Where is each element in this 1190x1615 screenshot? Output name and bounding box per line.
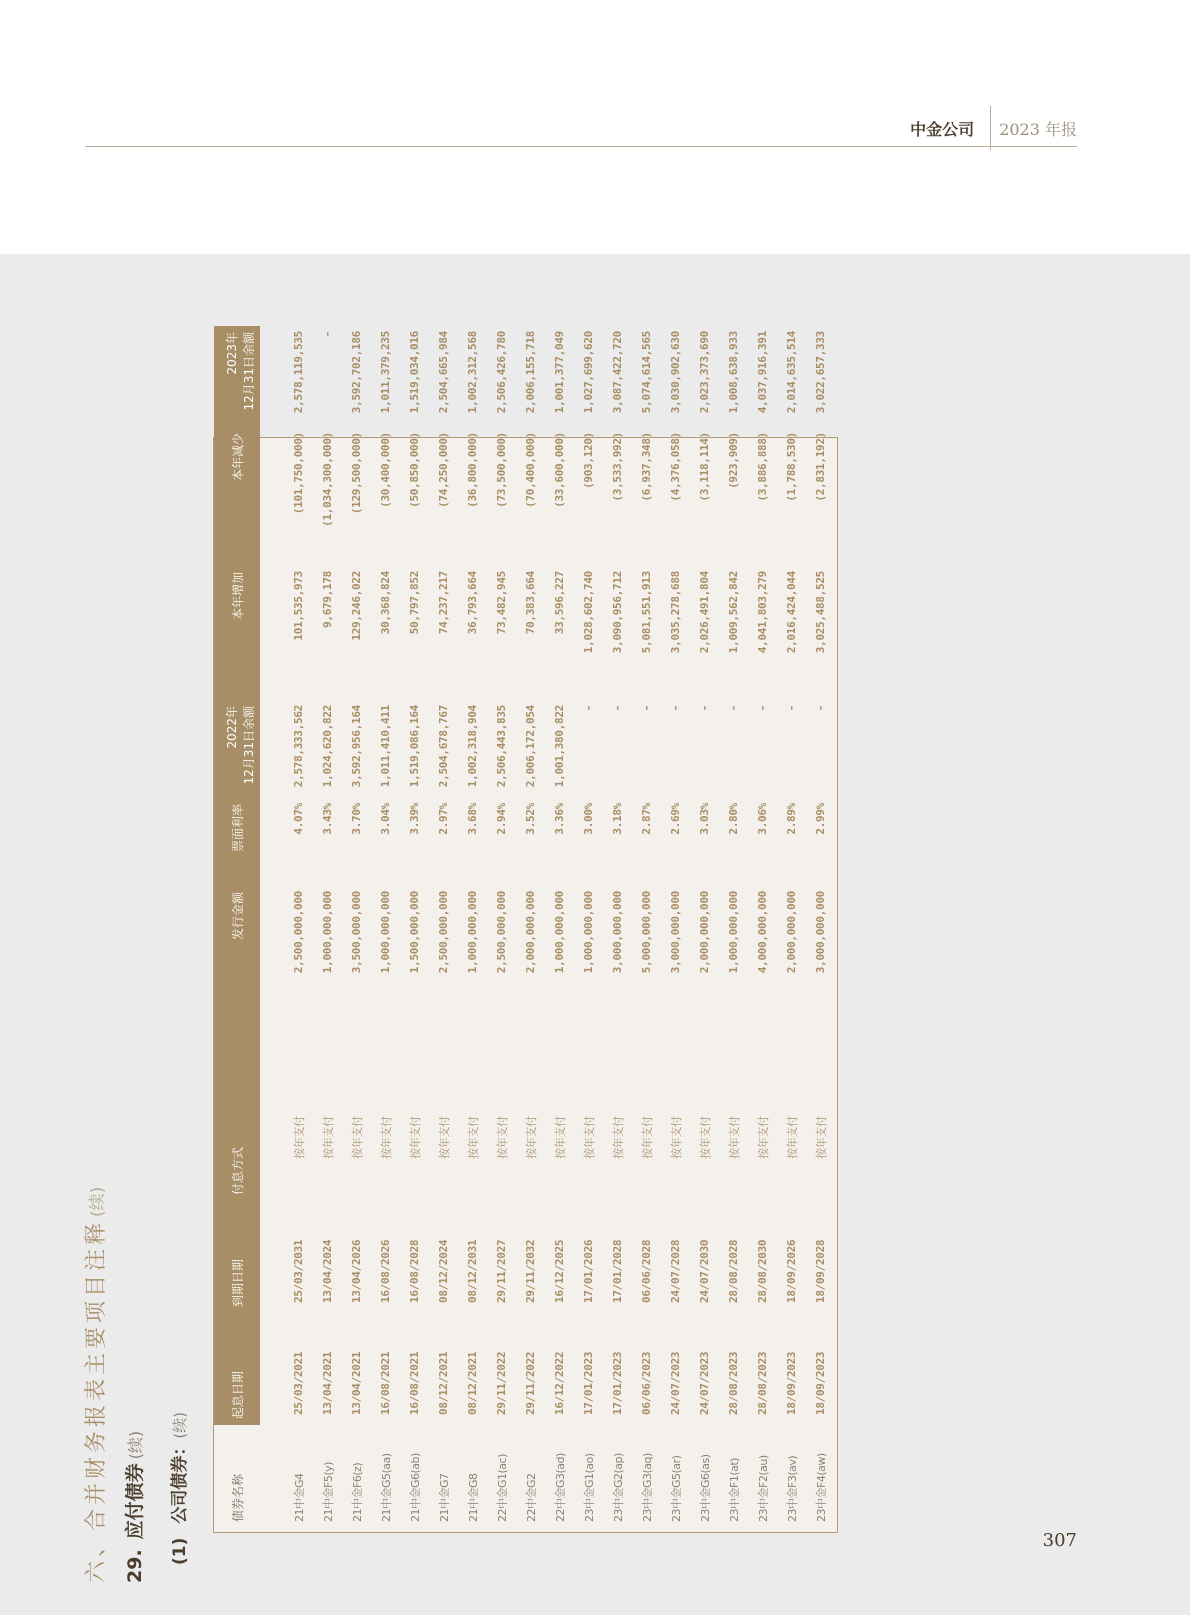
table-row bbox=[603, 326, 632, 1532]
coupon-rate-cell: 3.36% bbox=[553, 803, 566, 835]
increase-cell: 70,383,664 bbox=[524, 571, 537, 635]
increase-cell: 74,237,217 bbox=[437, 571, 450, 635]
table-row bbox=[719, 326, 748, 1532]
header-balance-2023: 12月31日余额 bbox=[240, 326, 260, 427]
coupon-rate-cell: 3.52% bbox=[524, 803, 537, 835]
coupon-rate-cell: 2.97% bbox=[437, 803, 450, 835]
balance-2022-cell: - bbox=[814, 705, 827, 712]
bond-name-cell: 21中金G8 bbox=[466, 1473, 480, 1522]
issue-amount-cell: 3,000,000,000 bbox=[611, 891, 624, 974]
bond-name-cell: 21中金F5(y) bbox=[321, 1462, 335, 1522]
start-date-cell: 17/01/2023 bbox=[611, 1351, 624, 1415]
bond-name-cell: 23中金G5(ar) bbox=[669, 1455, 683, 1522]
coupon-rate-cell: 3.03% bbox=[698, 803, 711, 835]
increase-cell: 1,009,562,842 bbox=[727, 571, 740, 654]
bond-name-cell: 23中金F4(aw) bbox=[814, 1453, 828, 1522]
bonds-table bbox=[214, 326, 835, 1532]
coupon-rate-cell: 3.43% bbox=[321, 803, 334, 835]
maturity-date-cell: 17/01/2028 bbox=[611, 1239, 624, 1303]
bond-name-cell: 23中金G6(as) bbox=[698, 1454, 712, 1522]
bond-name-cell: 21中金F6(z) bbox=[350, 1462, 364, 1522]
table-spacer-row bbox=[260, 326, 284, 1532]
company-name: 中金公司 bbox=[910, 119, 975, 139]
balance-2023-cell: 2,578,119,535 bbox=[292, 331, 305, 414]
bonds-table-body bbox=[260, 326, 835, 1532]
bond-name-cell: 23中金F3(av) bbox=[785, 1455, 799, 1522]
increase-cell: 73,482,945 bbox=[495, 571, 508, 635]
balance-2023-cell: 2,014,635,514 bbox=[785, 331, 798, 414]
maturity-date-cell: 08/12/2024 bbox=[437, 1239, 450, 1303]
balance-2023-cell: - bbox=[321, 331, 334, 338]
maturity-date-cell: 16/08/2028 bbox=[408, 1239, 421, 1303]
increase-cell: 9,679,178 bbox=[321, 571, 334, 628]
issue-amount-cell: 3,000,000,000 bbox=[814, 891, 827, 974]
balance-2023-cell: 1,011,379,235 bbox=[379, 331, 392, 414]
balance-2022-cell: - bbox=[611, 705, 624, 712]
payment-method-cell: 按年支付 bbox=[524, 1116, 538, 1159]
increase-cell: 101,535,973 bbox=[292, 571, 305, 641]
table-row bbox=[574, 326, 603, 1532]
header-maturity-date: 到期日期 bbox=[214, 1201, 260, 1313]
rotated-content bbox=[75, 283, 904, 1583]
start-date-cell: 28/08/2023 bbox=[727, 1351, 740, 1415]
issue-amount-cell: 1,000,000,000 bbox=[321, 891, 334, 974]
balance-2022-cell: - bbox=[669, 705, 682, 712]
decrease-cell: (36,800,000) bbox=[466, 432, 479, 508]
start-date-cell: 13/04/2021 bbox=[321, 1351, 334, 1415]
balance-2023-cell: 3,592,702,186 bbox=[350, 331, 363, 414]
issue-amount-cell: 1,000,000,000 bbox=[582, 891, 595, 974]
bond-name-cell: 21中金G4 bbox=[292, 1473, 306, 1522]
item-heading bbox=[165, 1412, 195, 1565]
coupon-rate-cell: 3.04% bbox=[379, 803, 392, 835]
payment-method-cell: 按年支付 bbox=[814, 1116, 828, 1159]
balance-2023-cell: 5,074,614,565 bbox=[640, 331, 653, 414]
balance-2023-cell: 3,087,422,720 bbox=[611, 331, 624, 414]
issue-amount-cell: 2,500,000,000 bbox=[495, 891, 508, 974]
payment-method-cell: 按年支付 bbox=[292, 1116, 306, 1159]
balance-2022-cell: - bbox=[582, 705, 595, 712]
issue-amount-cell: 3,500,000,000 bbox=[350, 891, 363, 974]
bond-name-cell: 23中金G2(ap) bbox=[611, 1453, 625, 1522]
increase-cell: 2,026,491,804 bbox=[698, 571, 711, 654]
start-date-cell: 13/04/2021 bbox=[350, 1351, 363, 1415]
coupon-rate-cell: 4.07% bbox=[292, 803, 305, 835]
balance-2023-cell: 1,001,377,049 bbox=[553, 331, 566, 414]
coupon-rate-cell: 2.94% bbox=[495, 803, 508, 835]
balance-2022-cell: 1,024,620,822 bbox=[321, 705, 334, 788]
decrease-cell: (33,600,000) bbox=[553, 432, 566, 508]
decrease-cell: (3,118,114) bbox=[698, 432, 711, 502]
header-decrease: 本年减少 bbox=[214, 427, 260, 566]
increase-cell: 2,016,424,044 bbox=[785, 571, 798, 654]
issue-amount-cell: 2,500,000,000 bbox=[437, 891, 450, 974]
issue-amount-cell: 2,500,000,000 bbox=[292, 891, 305, 974]
maturity-date-cell: 16/08/2026 bbox=[379, 1239, 392, 1303]
bond-name-cell: 21中金G5(aa) bbox=[379, 1453, 393, 1522]
increase-cell: 50,797,852 bbox=[408, 571, 421, 635]
maturity-date-cell: 18/09/2028 bbox=[814, 1239, 827, 1303]
bond-name-cell: 22中金G3(ad) bbox=[553, 1453, 567, 1522]
balance-2023-cell: 1,008,638,933 bbox=[727, 331, 740, 414]
table-row bbox=[371, 326, 400, 1532]
section-title bbox=[75, 1187, 119, 1583]
balance-2022-cell: 2,504,678,767 bbox=[437, 705, 450, 788]
balance-2022-cell: 2,506,443,835 bbox=[495, 705, 508, 788]
payment-method-cell: 按年支付 bbox=[321, 1116, 335, 1159]
decrease-cell: (903,120) bbox=[582, 432, 595, 489]
payment-method-cell: 按年支付 bbox=[582, 1116, 596, 1159]
balance-2023-cell: 2,506,426,780 bbox=[495, 331, 508, 414]
note-number: 29. bbox=[124, 1549, 146, 1583]
table-row bbox=[777, 326, 806, 1532]
start-date-cell: 18/09/2023 bbox=[785, 1351, 798, 1415]
table-row bbox=[661, 326, 690, 1532]
table-row bbox=[516, 326, 545, 1532]
start-date-cell: 16/08/2021 bbox=[408, 1351, 421, 1415]
item-cont: (续) bbox=[171, 1411, 189, 1439]
payment-method-cell: 按年支付 bbox=[466, 1116, 480, 1159]
table-row bbox=[748, 326, 777, 1532]
payment-method-cell: 按年支付 bbox=[611, 1116, 625, 1159]
table-row bbox=[487, 326, 516, 1532]
maturity-date-cell: 29/11/2032 bbox=[524, 1239, 537, 1303]
start-date-cell: 17/01/2023 bbox=[582, 1351, 595, 1415]
balance-2022-cell: 1,011,410,411 bbox=[379, 705, 392, 788]
header-coupon-rate: 票面利率 bbox=[214, 798, 260, 886]
start-date-cell: 08/12/2021 bbox=[437, 1351, 450, 1415]
increase-cell: 33,596,227 bbox=[553, 571, 566, 635]
balance-2022-cell: 1,002,318,904 bbox=[466, 705, 479, 788]
header-year-2022: 2022年 bbox=[214, 700, 240, 798]
start-date-cell: 25/03/2021 bbox=[292, 1351, 305, 1415]
header-start-date: 起息日期 bbox=[214, 1313, 260, 1425]
issue-amount-cell: 1,500,000,000 bbox=[408, 891, 421, 974]
coupon-rate-cell: 2.87% bbox=[640, 803, 653, 835]
issue-amount-cell: 2,000,000,000 bbox=[524, 891, 537, 974]
balance-2023-cell: 2,504,665,984 bbox=[437, 331, 450, 414]
decrease-cell: (1,034,300,000) bbox=[321, 432, 334, 527]
balance-2022-cell: - bbox=[698, 705, 711, 712]
decrease-cell: (101,750,000) bbox=[292, 432, 305, 515]
bond-name-cell: 23中金G1(ao) bbox=[582, 1453, 596, 1522]
issue-amount-cell: 2,000,000,000 bbox=[698, 891, 711, 974]
header-increase: 本年增加 bbox=[214, 566, 260, 700]
bond-name-cell: 23中金F1(at) bbox=[727, 1458, 741, 1522]
balance-2022-cell: 1,001,380,822 bbox=[553, 705, 566, 788]
decrease-cell: (3,886,888) bbox=[756, 432, 769, 502]
increase-cell: 3,035,278,688 bbox=[669, 571, 682, 654]
start-date-cell: 08/12/2021 bbox=[466, 1351, 479, 1415]
increase-cell: 129,246,022 bbox=[350, 571, 363, 641]
balance-2023-cell: 1,027,699,620 bbox=[582, 331, 595, 414]
issue-amount-cell: 4,000,000,000 bbox=[756, 891, 769, 974]
start-date-cell: 06/06/2023 bbox=[640, 1351, 653, 1415]
issue-amount-cell: 1,000,000,000 bbox=[379, 891, 392, 974]
table-row bbox=[690, 326, 719, 1532]
maturity-date-cell: 08/12/2031 bbox=[466, 1239, 479, 1303]
report-year: 2023 年报 bbox=[999, 119, 1077, 139]
table-row bbox=[806, 326, 835, 1532]
coupon-rate-cell: 3.00% bbox=[582, 803, 595, 835]
header-rule bbox=[85, 146, 1077, 147]
increase-cell: 36,793,664 bbox=[466, 571, 479, 635]
payment-method-cell: 按年支付 bbox=[785, 1116, 799, 1159]
balance-2023-cell: 2,006,155,718 bbox=[524, 331, 537, 414]
coupon-rate-cell: 3.06% bbox=[756, 803, 769, 835]
payment-method-cell: 按年支付 bbox=[640, 1116, 654, 1159]
bonds-table-container bbox=[213, 331, 838, 1533]
maturity-date-cell: 13/04/2026 bbox=[350, 1239, 363, 1303]
balance-2022-cell: 3,592,956,164 bbox=[350, 705, 363, 788]
payment-method-cell: 按年支付 bbox=[437, 1116, 451, 1159]
start-date-cell: 28/08/2023 bbox=[756, 1351, 769, 1415]
start-date-cell: 24/07/2023 bbox=[669, 1351, 682, 1415]
start-date-cell: 16/08/2021 bbox=[379, 1351, 392, 1415]
decrease-cell: (923,909) bbox=[727, 432, 740, 489]
table-row bbox=[342, 326, 371, 1532]
bond-name-cell: 22中金G2 bbox=[524, 1473, 538, 1522]
balance-2023-cell: 3,030,902,630 bbox=[669, 331, 682, 414]
coupon-rate-cell: 3.70% bbox=[350, 803, 363, 835]
issue-amount-cell: 2,000,000,000 bbox=[785, 891, 798, 974]
increase-cell: 3,025,488,525 bbox=[814, 571, 827, 654]
balance-2023-cell: 2,023,373,690 bbox=[698, 331, 711, 414]
coupon-rate-cell: 3.68% bbox=[466, 803, 479, 835]
start-date-cell: 29/11/2022 bbox=[524, 1351, 537, 1415]
note-cont: (续) bbox=[126, 1430, 145, 1460]
maturity-date-cell: 13/04/2024 bbox=[321, 1239, 334, 1303]
issue-amount-cell: 5,000,000,000 bbox=[640, 891, 653, 974]
decrease-cell: (129,500,000) bbox=[350, 432, 363, 515]
payment-method-cell: 按年支付 bbox=[756, 1116, 770, 1159]
start-date-cell: 24/07/2023 bbox=[698, 1351, 711, 1415]
bond-name-cell: 21中金G6(ab) bbox=[408, 1453, 422, 1522]
note-heading bbox=[119, 1431, 151, 1583]
table-row bbox=[400, 326, 429, 1532]
increase-cell: 30,368,824 bbox=[379, 571, 392, 635]
header-divider bbox=[990, 106, 991, 150]
table-row bbox=[429, 326, 458, 1532]
bond-name-cell: 22中金G1(ac) bbox=[495, 1454, 509, 1522]
coupon-rate-cell: 3.18% bbox=[611, 803, 624, 835]
page-header bbox=[910, 110, 1077, 146]
page-number: 307 bbox=[1042, 1530, 1077, 1551]
spacer-cell bbox=[260, 326, 284, 1532]
decrease-cell: (74,250,000) bbox=[437, 432, 450, 508]
coupon-rate-cell: 2.80% bbox=[727, 803, 740, 835]
balance-2023-cell: 1,002,312,568 bbox=[466, 331, 479, 414]
balance-2022-cell: - bbox=[640, 705, 653, 712]
bond-name-cell: 21中金G7 bbox=[437, 1473, 451, 1522]
balance-2022-cell: - bbox=[727, 705, 740, 712]
header-bond-name: 债券名称 bbox=[214, 1425, 260, 1532]
table-row bbox=[313, 326, 342, 1532]
payment-method-cell: 按年支付 bbox=[727, 1116, 741, 1159]
balance-2023-cell: 4,037,916,391 bbox=[756, 331, 769, 414]
table-row bbox=[458, 326, 487, 1532]
decrease-cell: (2,831,192) bbox=[814, 432, 827, 502]
issue-amount-cell: 1,000,000,000 bbox=[553, 891, 566, 974]
maturity-date-cell: 29/11/2027 bbox=[495, 1239, 508, 1303]
decrease-cell: (30,400,000) bbox=[379, 432, 392, 508]
balance-2022-cell: 1,519,086,164 bbox=[408, 705, 421, 788]
balance-2022-cell: 2,006,172,054 bbox=[524, 705, 537, 788]
maturity-date-cell: 24/07/2030 bbox=[698, 1239, 711, 1303]
bond-name-cell: 23中金G3(aq) bbox=[640, 1453, 654, 1522]
balance-2023-cell: 1,519,034,016 bbox=[408, 331, 421, 414]
start-date-cell: 29/11/2022 bbox=[495, 1351, 508, 1415]
header-payment-method: 付息方式 bbox=[214, 1051, 260, 1201]
maturity-date-cell: 18/09/2026 bbox=[785, 1239, 798, 1303]
decrease-cell: (1,788,530) bbox=[785, 432, 798, 502]
maturity-date-cell: 28/08/2028 bbox=[727, 1239, 740, 1303]
issue-amount-cell: 1,000,000,000 bbox=[466, 891, 479, 974]
decrease-cell: (70,400,000) bbox=[524, 432, 537, 508]
coupon-rate-cell: 2.89% bbox=[785, 803, 798, 835]
decrease-cell: (50,850,000) bbox=[408, 432, 421, 508]
coupon-rate-cell: 2.69% bbox=[669, 803, 682, 835]
payment-method-cell: 按年支付 bbox=[495, 1116, 509, 1159]
payment-method-cell: 按年支付 bbox=[408, 1116, 422, 1159]
balance-2022-cell: 2,578,333,562 bbox=[292, 705, 305, 788]
start-date-cell: 18/09/2023 bbox=[814, 1351, 827, 1415]
balance-2022-cell: - bbox=[785, 705, 798, 712]
maturity-date-cell: 16/12/2025 bbox=[553, 1239, 566, 1303]
increase-cell: 1,028,602,740 bbox=[582, 571, 595, 654]
item-title: 公司债券： bbox=[170, 1438, 190, 1524]
header-year-2023: 2023年 bbox=[214, 326, 240, 427]
maturity-date-cell: 17/01/2026 bbox=[582, 1239, 595, 1303]
balance-2023-cell: 3,022,657,333 bbox=[814, 331, 827, 414]
table-row bbox=[545, 326, 574, 1532]
decrease-cell: (3,533,992) bbox=[611, 432, 624, 502]
maturity-date-cell: 28/08/2030 bbox=[756, 1239, 769, 1303]
balance-2022-cell: - bbox=[756, 705, 769, 712]
item-number: (1) bbox=[170, 1537, 190, 1565]
note-title: 应付债券 bbox=[124, 1463, 146, 1540]
start-date-cell: 16/12/2022 bbox=[553, 1351, 566, 1415]
maturity-date-cell: 24/07/2028 bbox=[669, 1239, 682, 1303]
increase-cell: 5,081,551,913 bbox=[640, 571, 653, 654]
payment-method-cell: 按年支付 bbox=[669, 1116, 683, 1159]
section-title-cont: (续) bbox=[88, 1186, 108, 1217]
increase-cell: 4,041,803,279 bbox=[756, 571, 769, 654]
payment-method-cell: 按年支付 bbox=[350, 1116, 364, 1159]
coupon-rate-cell: 2.99% bbox=[814, 803, 827, 835]
coupon-rate-cell: 3.39% bbox=[408, 803, 421, 835]
increase-cell: 3,090,956,712 bbox=[611, 571, 624, 654]
issue-amount-cell: 1,000,000,000 bbox=[727, 891, 740, 974]
section-title-text: 六、合并财务报表主要项目注释 bbox=[84, 1218, 109, 1583]
table-row bbox=[284, 326, 313, 1532]
header-issue-amount: 发行金额 bbox=[214, 886, 260, 1051]
header-balance-2022: 12月31日余额 bbox=[240, 700, 260, 798]
maturity-date-cell: 25/03/2031 bbox=[292, 1239, 305, 1303]
decrease-cell: (73,500,000) bbox=[495, 432, 508, 508]
payment-method-cell: 按年支付 bbox=[553, 1116, 567, 1159]
bond-name-cell: 23中金F2(au) bbox=[756, 1455, 770, 1522]
payment-method-cell: 按年支付 bbox=[379, 1116, 393, 1159]
payment-method-cell: 按年支付 bbox=[698, 1116, 712, 1159]
decrease-cell: (4,376,058) bbox=[669, 432, 682, 502]
table-row bbox=[632, 326, 661, 1532]
maturity-date-cell: 06/06/2028 bbox=[640, 1239, 653, 1303]
decrease-cell: (6,937,348) bbox=[640, 432, 653, 502]
issue-amount-cell: 3,000,000,000 bbox=[669, 891, 682, 974]
